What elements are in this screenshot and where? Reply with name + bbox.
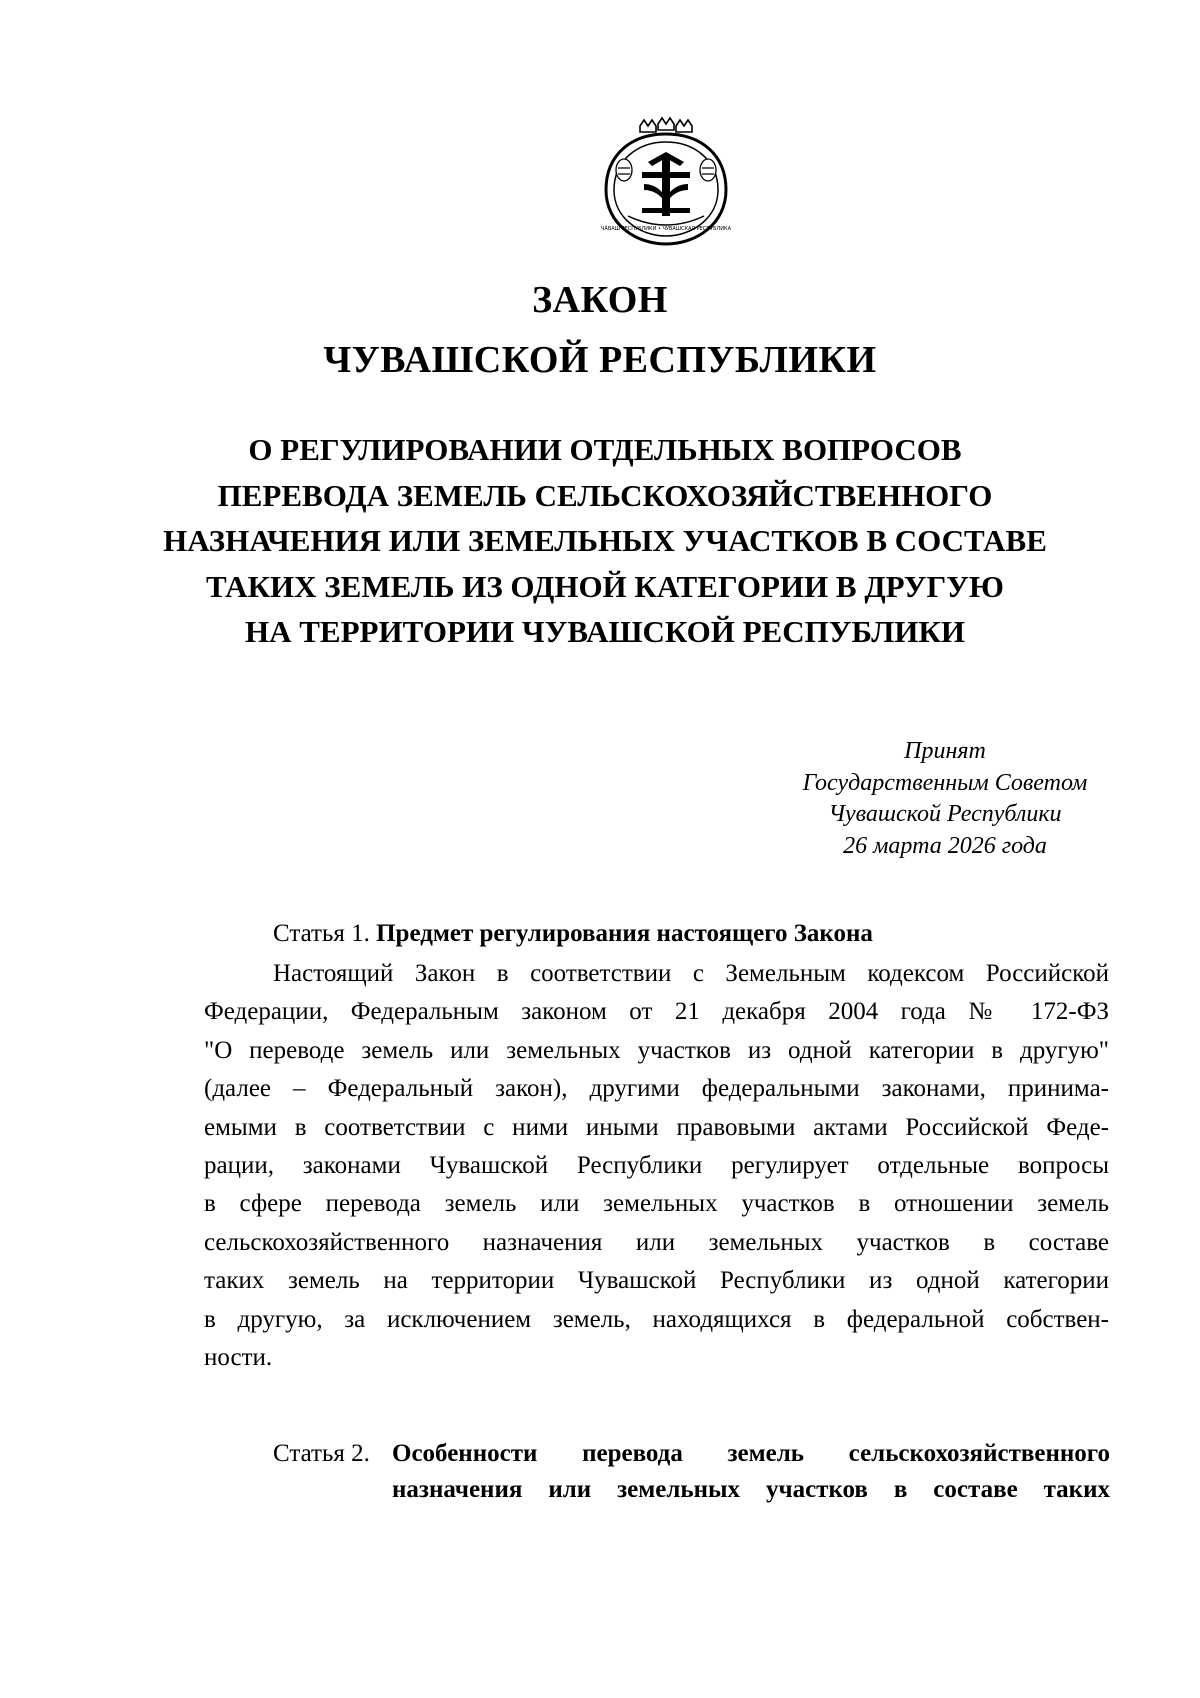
body-line: (далее – Федеральный закон), другими федеральными законами, принима- bbox=[204, 1075, 1109, 1103]
law-title: ЗАКОН bbox=[532, 279, 668, 321]
article-1-body bbox=[204, 955, 1109, 1377]
adoption-line: Принят bbox=[904, 738, 986, 764]
coat-of-arms-emblem bbox=[592, 112, 740, 250]
article-2-title-line: Особенности перевода земель сельскохозяйственного bbox=[392, 1440, 1110, 1467]
law-subject-heading bbox=[150, 427, 1060, 655]
body-line: таких земель на территории Чувашской Республики из одной категории bbox=[204, 1267, 1109, 1295]
article-1-heading bbox=[273, 920, 873, 948]
body-line: в сфере перевода земель или земельных участков в отношении земель bbox=[204, 1190, 1109, 1218]
subject-line: ТАКИХ ЗЕМЕЛЬ ИЗ ОДНОЙ КАТЕГОРИИ В ДРУГУЮ bbox=[206, 568, 1004, 604]
body-line: Настоящий Закон в соответствии с Земельным кодексом Российской bbox=[273, 960, 1109, 987]
law-issuer-title: ЧУВАШСКОЙ РЕСПУБЛИКИ bbox=[323, 339, 877, 381]
adoption-note bbox=[760, 736, 1130, 862]
body-line: сельскохозяйственного назначения или земельных участков в составе bbox=[204, 1228, 1109, 1256]
adoption-date: 26 марта 2026 года bbox=[843, 832, 1047, 859]
article-1-label: Статья 1. bbox=[273, 920, 377, 947]
body-line: Федерации, Федеральным законом от 21 декабря 2004 года № 172-ФЗ bbox=[204, 998, 1109, 1026]
subject-line: НА ТЕРРИТОРИИ ЧУВАШСКОЙ РЕСПУБЛИКИ bbox=[245, 614, 965, 649]
article-1-title: Предмет регулирования настоящего Закона bbox=[376, 920, 873, 947]
adoption-line: Чувашской Республики bbox=[828, 801, 1062, 827]
adoption-line: Государственным Советом bbox=[802, 769, 1088, 796]
body-line: рации, законами Чувашской Республики регулирует отдельные вопросы bbox=[204, 1151, 1109, 1179]
article-2-label: Статья 2. bbox=[273, 1440, 370, 1467]
svg-text:ЧӐВАШ РЕСПУБЛИКИ • ЧУВАШСКАЯ Р: ЧӐВАШ РЕСПУБЛИКИ • ЧУВАШСКАЯ РЕСПУБЛИКА bbox=[600, 226, 732, 232]
body-line: в другую, за исключением земель, находящихся в федеральной собствен- bbox=[204, 1305, 1109, 1333]
body-line: "О переводе земель или земельных участков из одной категории в другую" bbox=[204, 1036, 1109, 1064]
subject-line: ПЕРЕВОДА ЗЕМЕЛЬ СЕЛЬСКОХОЗЯЙСТВЕННОГО bbox=[217, 477, 993, 513]
subject-line: НАЗНАЧЕНИЯ ИЛИ ЗЕМЕЛЬНЫХ УЧАСТКОВ В СОСТАВЕ bbox=[163, 523, 1047, 558]
body-line: ности. bbox=[204, 1343, 273, 1371]
article-2-heading bbox=[273, 1440, 1110, 1512]
article-2-title-line: назначения или земельных участков в составе таких bbox=[392, 1476, 1110, 1503]
body-line: емыми в соответствии с ними иными правовыми актами Российской Феде- bbox=[204, 1113, 1109, 1141]
subject-line: О РЕГУЛИРОВАНИИ ОТДЕЛЬНЫХ ВОПРОСОВ bbox=[248, 432, 962, 467]
